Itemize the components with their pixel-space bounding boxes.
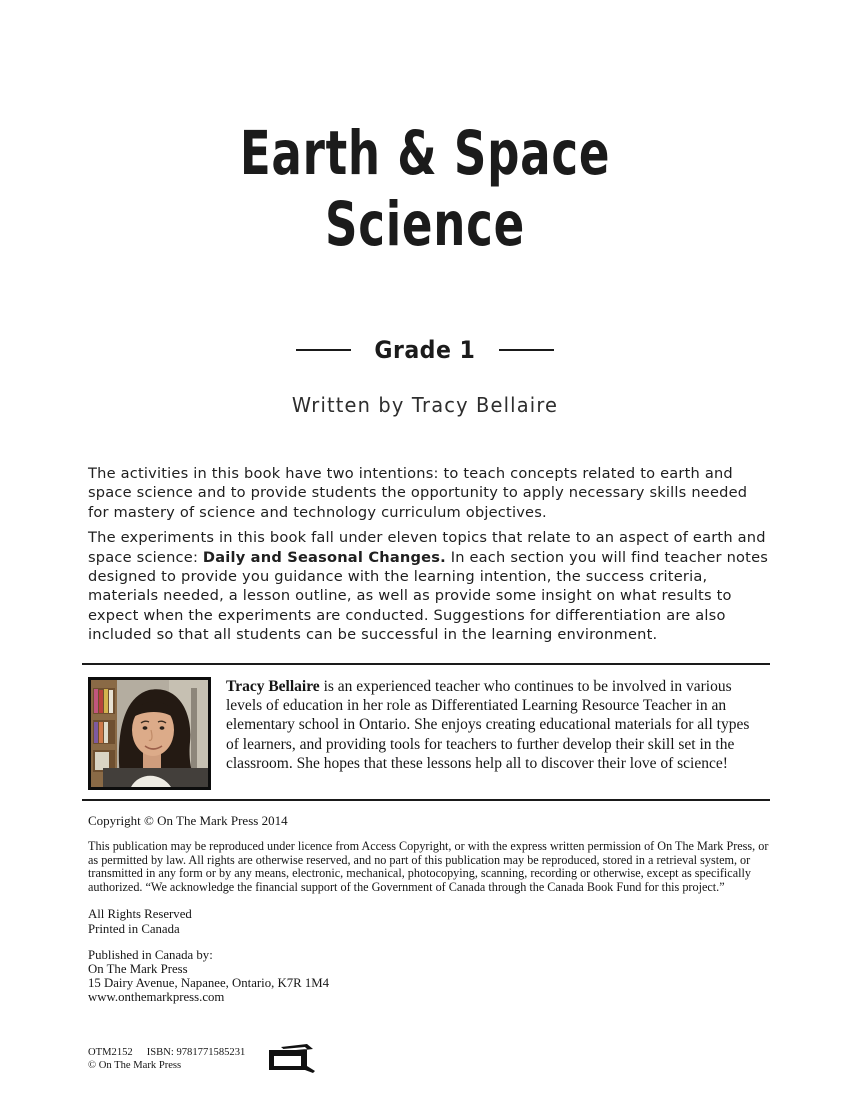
intro-paragraph-2 [88, 528, 770, 644]
byline: Written by Tracy Bellaire [291, 393, 559, 417]
author-section [88, 677, 770, 790]
footer [88, 1046, 315, 1074]
rights-block [88, 907, 192, 936]
isbn: ISBN: 9781771585231 [146, 1047, 246, 1058]
author-bio [226, 677, 760, 773]
author-bio-text: is an experienced teacher who continues to be involved in various levels of education in her role as Differentiated Learning Resource Teacher in an elementary school in Ontario. She enjoys creating educational materials for all types of learners, and providing tools for teachers to further develop their skill set in the classroom. She hopes that these lessons help all to discover their love of science! [226, 678, 750, 772]
grade-label: Grade 1 [374, 336, 476, 364]
intro-section [88, 464, 770, 645]
author-photo [88, 677, 211, 790]
intro-topic-bold: Daily and Seasonal Changes. [202, 548, 446, 566]
imprint: © On The Mark Press [88, 1060, 182, 1071]
intro-paragraph-2-after: In each section you will find teacher notes designed to provide you guidance with the learning intention, the success criteria, materials needed, a lesson outline, as well as provide some insight on what results to expect when the experiments are conducted. Suggestions for differentiation are also included so that all students can be successful in the learning environment. [88, 548, 769, 644]
intro-paragraph-2-before: The experiments in this book fall under eleven topics that relate to an aspect of earth and space science: [88, 529, 766, 566]
grade-dash-right [499, 349, 554, 352]
published-block [88, 948, 329, 1004]
publisher-website: www.onthemarkpress.com [88, 990, 225, 1004]
footer-text [88, 1046, 245, 1072]
author-name: Tracy Bellaire [226, 678, 320, 695]
divider-top [82, 663, 770, 665]
title-line-2: Science [324, 189, 526, 260]
legal-text: This publication may be reproduced under licence from Access Copyright, or with the express written permission of On The Mark Press, or as permitted by law. All rights are otherwise reserved, and no part of this publication may be reproduced, stored in a retrieval system, or transmitted in any form or by any means, electronic, mechanical, photocopying, scanning, recording or otherwise, except as specifically authorized. “We acknowledge the financial support of the Government of Canada through the Canada Book Fund for this project.” [88, 839, 769, 894]
divider-bottom [82, 799, 770, 801]
publisher-name: On The Mark Press [88, 962, 188, 976]
title-line-1: Earth & Space [239, 118, 611, 189]
publisher-logo-icon [267, 1044, 315, 1074]
published-label: Published in Canada by: [88, 948, 213, 962]
intro-paragraph-1: The activities in this book have two intentions: to teach concepts related to earth and space science and to provide students the opportunity to apply necessary skills needed for mastery of science and technology curriculum objectives. [88, 465, 748, 521]
book-title [111, 118, 740, 260]
publisher-address: 15 Dairy Avenue, Napanee, Ontario, K7R 1M4 [88, 976, 330, 990]
product-code: OTM2152 [88, 1047, 133, 1058]
copyright-notice: Copyright © On The Mark Press 2014 [88, 813, 288, 828]
author-photo-illustration [91, 680, 208, 787]
grade-row [0, 336, 850, 364]
printed-in: Printed in Canada [88, 921, 180, 936]
grade-dash-left [296, 349, 351, 352]
rights-reserved: All Rights Reserved [88, 907, 192, 921]
